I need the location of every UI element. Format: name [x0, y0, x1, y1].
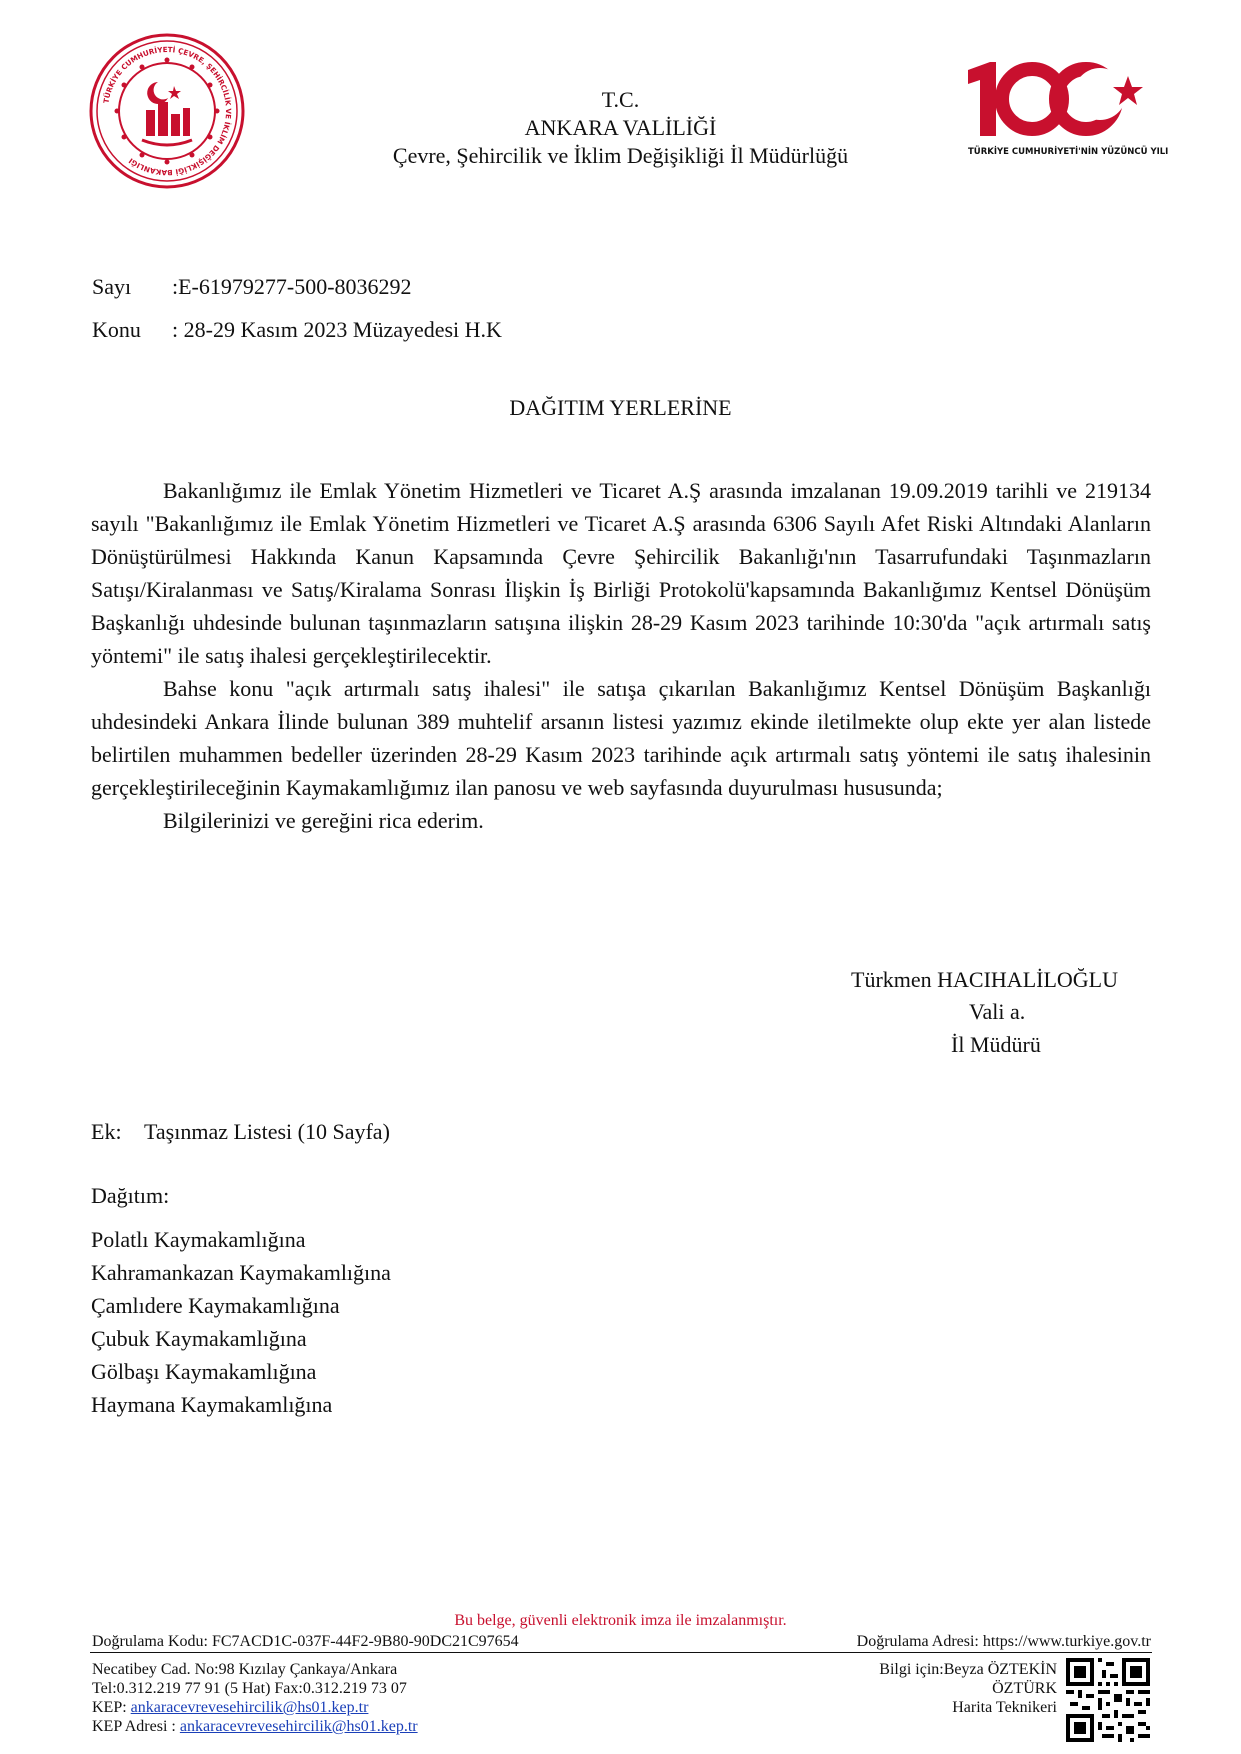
letter-body: [91, 474, 1151, 837]
list-item: Çubuk Kaymakamlığına: [91, 1326, 307, 1351]
attachment-value: Taşınmaz Listesi (10 Sayfa): [144, 1119, 390, 1144]
addressee: DAĞITIM YERLERİNE: [509, 395, 732, 420]
konu-value: : 28-29 Kasım 2023 Müzayedesi H.K: [172, 317, 502, 342]
footer-kep-address: [92, 1718, 418, 1736]
info-contact-title: Harita Teknikeri: [952, 1699, 1057, 1716]
header-tc: T.C.: [601, 87, 640, 112]
centennial-caption: TÜRKİYE CUMHURİYETİ'NİN YÜZÜNCÜ YILI: [968, 147, 1169, 157]
sayi-label: Sayı: [92, 274, 132, 299]
verification-code: Doğrulama Kodu: FC7ACD1C-037F-44F2-9B80-90DC21C97654: [92, 1633, 519, 1650]
signer-title-1: Vali a.: [969, 999, 1026, 1024]
signer-name: Türkmen HACIHALİLOĞLU: [851, 967, 1118, 992]
list-item: Kahramankazan Kaymakamlığına: [91, 1260, 391, 1285]
meta-sayi: [92, 273, 412, 301]
header-directorate: Çevre, Şehircilik ve İklim Değişikliği İl Müdürlüğü: [392, 143, 849, 168]
list-item: Haymana Kaymakamlığına: [91, 1392, 333, 1417]
attachment-label: Ek:: [91, 1119, 122, 1144]
list-item: Gölbaşı Kaymakamlığına: [91, 1359, 317, 1384]
konu-label: Konu: [92, 317, 141, 342]
info-contact-1: Bilgi için:Beyza ÖZTEKİN: [879, 1661, 1057, 1678]
body-paragraph-2: Bahse konu "açık artırmalı satış ihalesi" ile satışa çıkarılan Bakanlığımız Kentsel Dönüşüm Başkanlığı uhdesindeki Ankara İlinde bulunan 389 muhtelif arsanın listesi yazımız ekinde iletilmekte olup ekte yer alan listede belirtilen muhammen bedeller üzerinden 28-29 Kasım 2023 tarihinde açık artırmalı satış yöntemi ile satış ihalesinin gerçekleştirileceğinin Kaymakamlığımız ilan panosu ve web sayfasında duyurulması hususunda;: [91, 676, 1151, 800]
footer-phone: Tel:0.312.219 77 91 (5 Hat) Fax:0.312.219 73 07: [92, 1680, 407, 1697]
verification-address: Doğrulama Adresi: https://www.turkiye.gov.tr: [856, 1633, 1151, 1650]
footer-address: Necatibey Cad. No:98 Kızılay Çankaya/Ankara: [92, 1661, 398, 1678]
kep-address-label: KEP Adresi :: [92, 1718, 176, 1735]
body-paragraph-3: Bilgilerinizi ve gereğini rica ederim.: [163, 808, 484, 833]
attachment: [91, 1118, 390, 1146]
esign-note: Bu belge, güvenli elektronik imza ile imzalanmıştır.: [454, 1612, 787, 1629]
signer-title-2: İl Müdürü: [951, 1032, 1041, 1057]
qr-code: [1066, 1658, 1150, 1742]
kep-label: KEP:: [92, 1699, 127, 1716]
kep-link[interactable]: ankaracevrevesehircilik@hs01.kep.tr: [130, 1699, 369, 1716]
distribution-label: Dağıtım:: [91, 1183, 170, 1208]
svg-text:TÜRKİYE CUMHURİYETİ ÇEVRE, ŞEH: TÜRKİYE CUMHURİYETİ ÇEVRE, ŞEHİRCİLİK VE İKLİM DEĞİŞİKLİĞİ BAKANLIĞI: [101, 44, 234, 178]
list-item: Çamlıdere Kaymakamlığına: [91, 1293, 340, 1318]
list-item: Polatlı Kaymakamlığına: [91, 1227, 306, 1252]
meta-konu: [92, 316, 502, 344]
footer-kep: [92, 1699, 368, 1717]
header-governorship: ANKARA VALİLİĞİ: [524, 115, 717, 140]
body-paragraph-1: Bakanlığımız ile Emlak Yönetim Hizmetleri ve Ticaret A.Ş arasında imzalanan 19.09.2019 tarihli ve 219134 sayılı "Bakanlığımız ile Emlak Yönetim Hizmetleri ve Ticaret A.Ş arasında 6306 Sayılı Afet Riski Altındaki Alanların Dönüştürülmesi Hakkında Kanun Kapsamında Çevre Şehircilik Bakanlığı'nın Tasarrufundaki Taşınmazların Satışı/Kiralanması ve Satış/Kiralama Sonrası İlişkin İş Birliği Protokolü'kapsamında Bakanlığımız Kentsel Dönüşüm Başkanlığı uhdesinde bulunan taşınmazların satışına ilişkin 28-29 Kasım 2023 tarihinde 10:30'da "açık artırmalı satış yöntemi" ile satış ihalesi gerçekleştirilecektir.: [91, 478, 1151, 668]
sayi-value: :E-61979277-500-8036292: [172, 274, 412, 299]
footer-divider: [90, 1652, 1152, 1653]
info-contact-2: ÖZTÜRK: [992, 1680, 1057, 1697]
kep-address-link[interactable]: ankaracevrevesehircilik@hs01.kep.tr: [179, 1718, 418, 1735]
distribution-list: [91, 1223, 391, 1421]
